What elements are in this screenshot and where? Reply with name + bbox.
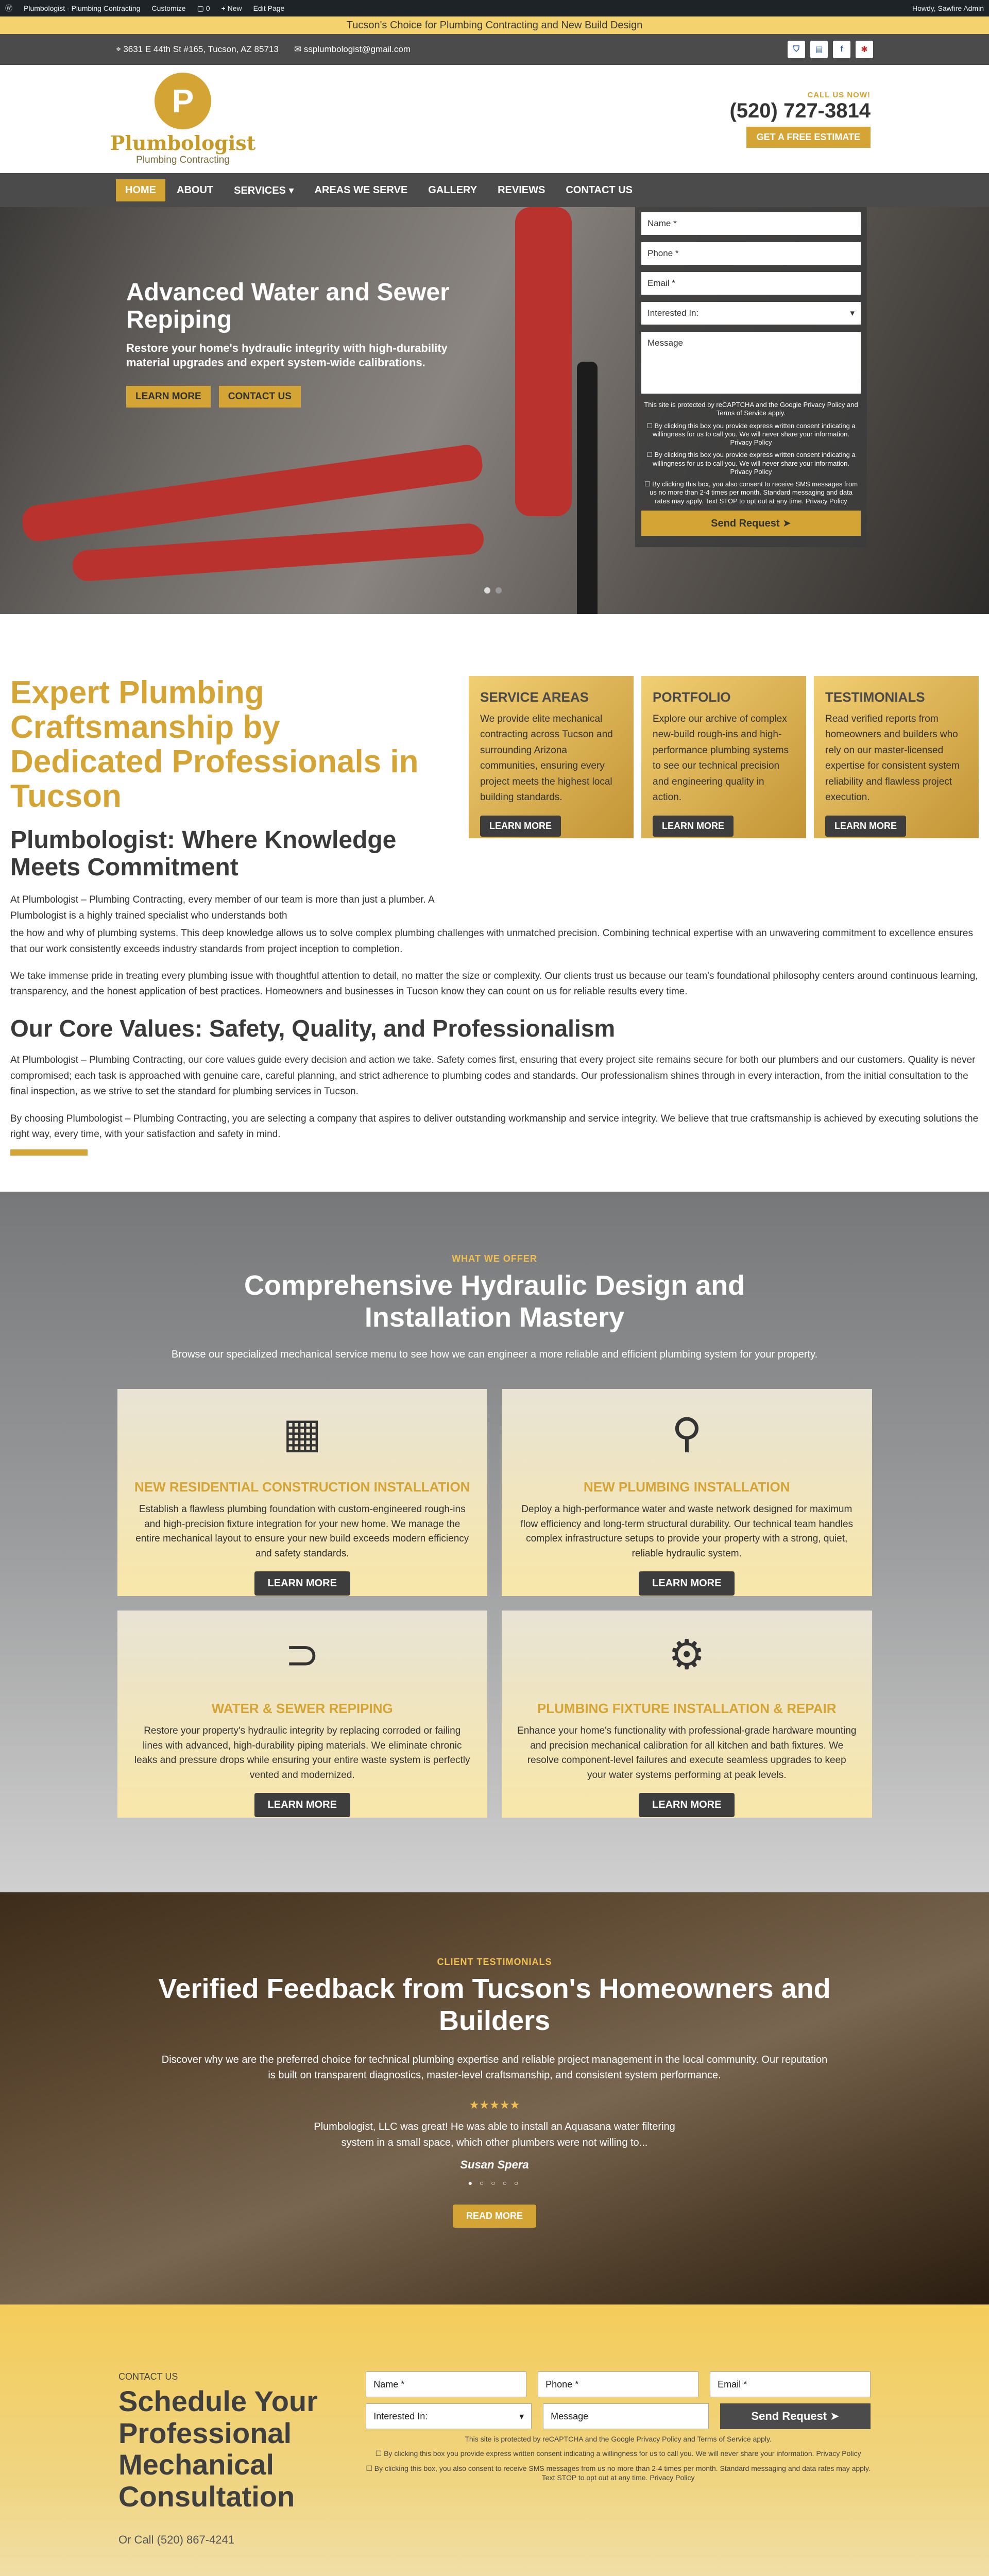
header-call <box>729 91 871 148</box>
send-request-button[interactable]: Send Request ➤ <box>720 2403 871 2429</box>
service-card <box>117 1389 488 1596</box>
values-paragraph: At Plumbologist – Plumbing Contracting, our core values guide every decision and action we take. Safety comes first, ensuring that every project site remains secure for both our plumbers and our customers. Quality is never compromised; each task is approached with genuine care, careful planning, and strict adherence to plumbing codes and standards. Our professionalism shines through in every interaction, from the initial consultation to the final inspection, as we strive to set the standard for plumbing services in Tucson. <box>10 1055 976 1097</box>
slider-dot[interactable] <box>496 587 502 594</box>
divider <box>10 1149 88 1156</box>
free-estimate-button[interactable]: GET A FREE ESTIMATE <box>746 127 871 148</box>
logo-name: Plumbologist <box>110 131 256 155</box>
schedule-section <box>0 2304 989 2576</box>
services-subtitle: Browse our specialized mechanical service menu to see how we can engineer a more reliable and efficient plumbing system for your property. <box>171 1349 818 1361</box>
send-request-button[interactable]: Send Request ➤ <box>641 511 861 536</box>
service-title: WATER & SEWER REPIPING <box>211 1701 393 1717</box>
consent-checkbox[interactable]: ☐ By clicking this box you provide express written consent indicating a willingness for us to call you. We will never share your information. Privacy Policy <box>646 421 856 446</box>
name-field[interactable]: Name * <box>366 2371 526 2397</box>
service-text: Deploy a high-performance water and waste network designed for maximum flow efficiency and long-term structural durability. Our technical team handles complex infrastructure setups to provide your property with a strong, quiet, reliable hydraulic system. <box>520 1504 854 1559</box>
directory-icon[interactable]: ▤ <box>810 41 828 58</box>
site-header <box>0 65 989 173</box>
about-cards <box>469 676 979 924</box>
nav-about[interactable]: ABOUT <box>177 184 214 196</box>
read-more-button[interactable]: READ MORE <box>453 2205 536 2228</box>
card-title: TESTIMONIALS <box>825 689 925 705</box>
service-learn-more-button[interactable]: LEARN MORE <box>254 1793 350 1817</box>
card-learn-more-button[interactable]: LEARN MORE <box>825 816 906 837</box>
recaptcha-note: This site is protected by reCAPTCHA and the Google Privacy Policy and Terms of Service apply. <box>644 401 858 417</box>
testimonials-subtitle: Discover why we are the preferred choice for technical plumbing expertise and reliable project management in the local community. Our reputation is built on transparent diagnostics, master-level craftsmanship, and consistent system performance. <box>161 2054 828 2081</box>
about-subtitle: Plumbologist: Where Knowledge Meets Commitment <box>10 826 397 881</box>
testimonials-section <box>0 1892 989 2304</box>
google-business-icon[interactable]: ⛉ <box>788 41 805 58</box>
schedule-label: CONTACT US <box>118 2371 178 2382</box>
site-logo[interactable] <box>110 73 256 166</box>
service-learn-more-button[interactable]: LEARN MORE <box>254 1571 350 1596</box>
about-title: Expert Plumbing Craftsmanship by Dedicated Professionals in Tucson <box>10 675 419 814</box>
card-text: Read verified reports from homeowners and builders who rely on our master-licensed expertise for consistent system reliability and flawless project execution. <box>825 714 960 803</box>
send-icon: ➤ <box>830 2410 840 2423</box>
logo-subtitle: Plumbing Contracting <box>136 154 230 165</box>
hero-slider <box>0 207 989 614</box>
testimonials-title: Verified Feedback from Tucson's Homeowners and Builders <box>158 1973 831 2037</box>
nav-home[interactable]: HOME <box>116 179 165 201</box>
testimonial-quote: Plumbologist, LLC was great! He was able to install an Aquasana water filtering system in a small space, which other plumbers were not willing to... <box>314 2121 675 2149</box>
slider-dots <box>484 587 502 594</box>
slider-dot[interactable] <box>484 587 490 594</box>
portfolio-card <box>641 676 806 838</box>
rating-stars: ★★★★★ <box>469 2098 520 2112</box>
service-learn-more-button[interactable]: LEARN MORE <box>639 1571 735 1596</box>
nav-reviews[interactable]: REVIEWS <box>498 184 545 196</box>
service-card <box>502 1611 872 1818</box>
schedule-title: Schedule Your Professional Mechanical Consultation <box>118 2385 318 2513</box>
testimonial-author: Susan Spera <box>460 2158 529 2172</box>
email-link[interactable]: ✉ ssplumbologist@gmail.com <box>294 44 411 54</box>
call-label: CALL US NOW! <box>807 90 871 99</box>
address-link[interactable]: ⌖ 3631 E 44th St #165, Tucson, AZ 85713 <box>116 44 279 54</box>
testimonial-dots[interactable]: ● ○ ○ ○ ○ <box>468 2179 521 2188</box>
card-learn-more-button[interactable]: LEARN MORE <box>480 816 561 837</box>
admin-site-link[interactable]: Plumbologist - Plumbing Contracting <box>24 4 141 12</box>
values-paragraph: By choosing Plumbologist – Plumbing Contracting, you are selecting a company that aspires to deliver outstanding workmanship and service integrity. We believe that true craftsmanship is achieved by executing solutions the right way, every time, with your satisfaction and safety in mind. <box>10 1113 979 1140</box>
admin-new-link[interactable]: + New <box>221 4 242 12</box>
sms-consent-checkbox[interactable]: ☐ By clicking this box, you also consent to receive SMS messages from us no more than 2-4 times per month. Standard messaging and data rates may apply. Text STOP to opt out at any time. Privacy Policy <box>366 2464 871 2482</box>
hero-pipe-image <box>72 522 485 582</box>
service-title: NEW PLUMBING INSTALLATION <box>583 1479 790 1495</box>
hero-pipe-image <box>515 207 572 516</box>
pipe-icon: ⊃ <box>285 1631 320 1677</box>
interest-select[interactable]: Interested In: ▾ <box>641 302 861 325</box>
admin-comments-link[interactable]: ▢ 0 <box>197 4 210 12</box>
recaptcha-note: This site is protected by reCAPTCHA and the Google Privacy Policy and Terms of Service apply. <box>465 2435 772 2444</box>
logo-gear-icon: P <box>155 73 211 129</box>
header-phone[interactable]: (520) 727-3814 <box>729 99 871 122</box>
about-paragraph: At Plumbologist – Plumbing Contracting, every member of our team is more than just a plumber. A Plumbologist is a highly trained specialist who understands both <box>10 894 434 921</box>
chevron-down-icon: ▾ <box>519 2411 524 2421</box>
card-title: PORTFOLIO <box>653 689 731 705</box>
nav-contact[interactable]: CONTACT US <box>566 184 633 196</box>
faucet-icon: ⚲ <box>671 1410 702 1456</box>
about-paragraph: the how and why of plumbing systems. This deep knowledge allows us to solve complex plumbing challenges with unmatched precision. Combining technical expertise with an unwavering commitment to excellence ensures that our work consistently exceeds industry standards from project inception to completion. <box>10 928 973 955</box>
hero-contact-form <box>635 207 867 547</box>
send-icon: ➤ <box>782 517 791 529</box>
consent-checkbox[interactable]: ☐ By clicking this box you provide express written consent indicating a willingness for us to call you. We will never share your information. Privacy Policy <box>646 451 856 476</box>
service-card <box>502 1389 872 1596</box>
admin-customize-link[interactable]: Customize <box>151 4 186 12</box>
admin-edit-link[interactable]: Edit Page <box>253 4 285 12</box>
nav-gallery[interactable]: GALLERY <box>428 184 478 196</box>
hero-text: Restore your home's hydraulic integrity with high-durability material upgrades and expert system-wide calibrations. <box>126 341 448 369</box>
services-section <box>0 1192 989 1892</box>
location-icon: ⌖ <box>116 44 121 54</box>
services-title: Comprehensive Hydraulic Design and Installation Mastery <box>244 1270 745 1333</box>
services-eyebrow: WHAT WE OFFER <box>452 1253 537 1264</box>
schedule-form <box>366 2371 871 2576</box>
comment-icon: ▢ <box>197 4 204 12</box>
email-field[interactable]: Email * <box>710 2371 871 2397</box>
email-field[interactable]: Email * <box>641 272 861 295</box>
gear-icon: ⚙ <box>668 1631 706 1677</box>
service-title: PLUMBING FIXTURE INSTALLATION & REPAIR <box>537 1701 837 1717</box>
admin-bar <box>0 0 989 16</box>
social-links <box>788 41 873 58</box>
blueprint-icon: ▦ <box>282 1410 322 1456</box>
nav-areas[interactable]: AREAS WE SERVE <box>314 184 408 196</box>
card-text: Explore our archive of complex new-build rough-ins and high-performance plumbing systems to see our technical precision and engineering quality in action. <box>653 714 789 803</box>
hero-learn-more-button[interactable]: LEARN MORE <box>126 386 211 408</box>
main-nav <box>0 173 989 207</box>
card-text: We provide elite mechanical contracting across Tucson and surrounding Arizona communities, ensuring every project meets the highest local building standards. <box>480 714 613 803</box>
phone-field[interactable]: Phone * <box>538 2371 698 2397</box>
name-field[interactable]: Name * <box>641 212 861 235</box>
mail-icon: ✉ <box>294 44 302 54</box>
card-title: SERVICE AREAS <box>480 689 589 705</box>
message-field[interactable]: Message <box>641 332 861 394</box>
message-field[interactable]: Message <box>543 2403 709 2429</box>
card-learn-more-button[interactable]: LEARN MORE <box>653 816 734 837</box>
hero-title: Advanced Water and Sewer Repiping <box>126 279 450 333</box>
hero-caption <box>126 279 476 408</box>
chevron-down-icon: ▾ <box>288 184 294 196</box>
announcement-bar: Tucson's Choice for Plumbing Contracting and New Build Design <box>0 16 989 34</box>
service-text: Enhance your home's functionality with professional-grade hardware mounting and precision mechanical calibration for all kitchen and bath fixtures. We resolve component-level failures and execute seamless upgrades to keep your water systems performing at peak levels. <box>517 1725 857 1781</box>
service-title: NEW RESIDENTIAL CONSTRUCTION INSTALLATION <box>134 1479 470 1495</box>
wordpress-icon[interactable]: Ⓦ <box>5 4 12 12</box>
facebook-icon[interactable]: f <box>833 41 850 58</box>
consent-checkbox[interactable]: ☐ By clicking this box you provide express written consent indicating a willingness for us to call you. We will never share your information. Privacy Policy <box>375 2449 861 2458</box>
service-text: Establish a flawless plumbing foundation with custom-engineered rough-ins and high-precision fixture integration for your new home. We manage the entire mechanical layout to ensure your new build exceeds modern efficiency and safety standards. <box>135 1504 469 1559</box>
hero-contact-button[interactable]: CONTACT US <box>219 386 301 408</box>
about-section <box>0 614 989 1192</box>
phone-field[interactable]: Phone * <box>641 242 861 265</box>
values-title: Our Core Values: Safety, Quality, and Professionalism <box>10 1014 616 1042</box>
chevron-down-icon: ▾ <box>850 308 855 318</box>
about-paragraph: We take immense pride in treating every plumbing issue with thoughtful attention to detail, no matter the size or complexity. Our clients trust us because our team's foundational philosophy centers around continuous learning, transparency, and the honest application of best practices. Homeowners and businesses in Tucson know they can count on us for reliable results every time. <box>10 970 978 997</box>
testimonials-eyebrow: CLIENT TESTIMONIALS <box>437 1957 552 1968</box>
sms-consent-checkbox[interactable]: ☐ By clicking this box, you also consent to receive SMS messages from us no more than 2-4 times per month. Standard messaging and data rates may apply. Text STOP to opt out at any time. Privacy Policy <box>644 480 858 505</box>
service-card <box>117 1611 488 1818</box>
schedule-call[interactable]: Or Call (520) 867-4241 <box>118 2533 235 2546</box>
yelp-icon[interactable]: ✱ <box>856 41 873 58</box>
service-text: Restore your property's hydraulic integrity by replacing corroded or failing lines with advanced, high-durability piping materials. We eliminate chronic leaks and pressure drops while ensuring your entire waste system is perfectly vented and modernized. <box>134 1725 470 1781</box>
testimonials-card <box>814 676 979 838</box>
service-areas-card <box>469 676 634 838</box>
interest-select[interactable]: Interested In: ▾ <box>366 2403 532 2429</box>
nav-services[interactable]: SERVICES ▾ <box>234 184 294 196</box>
hero-pipe-image <box>577 362 598 614</box>
service-learn-more-button[interactable]: LEARN MORE <box>639 1793 735 1817</box>
admin-howdy[interactable]: Howdy, Sawfire Admin <box>912 4 984 12</box>
contact-bar <box>0 34 989 65</box>
